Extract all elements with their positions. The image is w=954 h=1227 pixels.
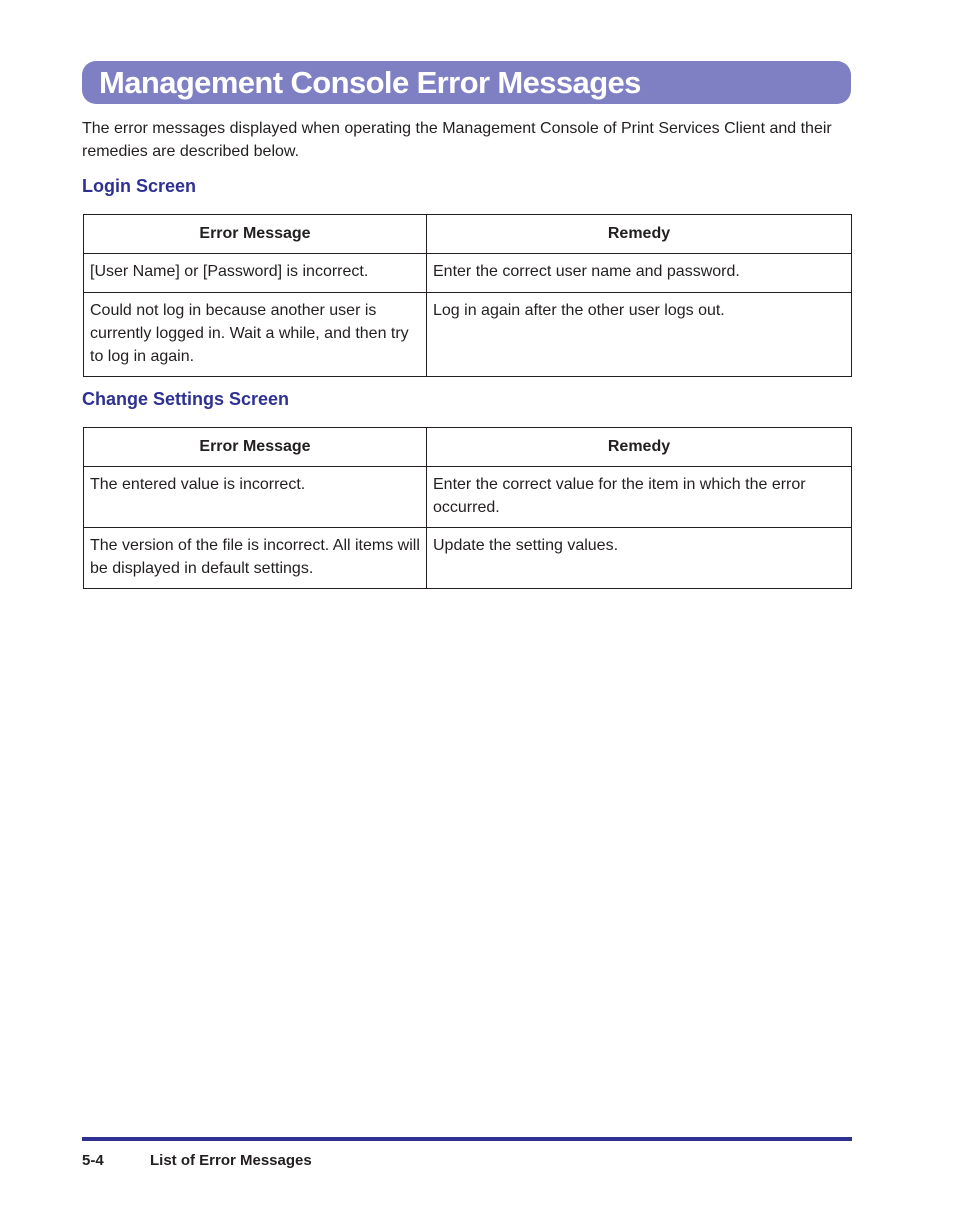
error-message-cell: The version of the file is incorrect. All items will be displayed in default settings. bbox=[84, 528, 427, 589]
change-settings-errors-table bbox=[83, 427, 852, 589]
error-message-cell: Could not log in because another user is currently logged in. Wait a while, and then try to log in again. bbox=[84, 293, 427, 377]
table-row bbox=[84, 528, 852, 589]
error-message-cell: The entered value is incorrect. bbox=[84, 467, 427, 528]
intro-paragraph: The error messages displayed when operating the Management Console of Print Services Client and their remedies are described below. bbox=[82, 120, 832, 160]
remedy-cell: Enter the correct value for the item in which the error occurred. bbox=[427, 467, 852, 528]
table-row bbox=[84, 293, 852, 377]
column-header-remedy: Remedy bbox=[427, 428, 852, 467]
footer-divider bbox=[82, 1137, 852, 1141]
column-header-error-message: Error Message bbox=[84, 215, 427, 254]
table-row bbox=[84, 254, 852, 293]
remedy-cell: Update the setting values. bbox=[427, 528, 852, 589]
table-row bbox=[84, 467, 852, 528]
table-header-row bbox=[84, 215, 852, 254]
login-errors-table bbox=[83, 214, 852, 377]
footer-chapter-title: List of Error Messages bbox=[150, 1152, 312, 1169]
remedy-cell: Enter the correct user name and password. bbox=[427, 254, 852, 293]
column-header-error-message: Error Message bbox=[84, 428, 427, 467]
page-number: 5-4 bbox=[82, 1152, 104, 1169]
section-heading-login: Login Screen bbox=[82, 176, 197, 196]
column-header-remedy: Remedy bbox=[427, 215, 852, 254]
section-heading-change-settings: Change Settings Screen bbox=[82, 389, 290, 409]
remedy-cell: Log in again after the other user logs out. bbox=[427, 293, 852, 377]
error-message-cell: [User Name] or [Password] is incorrect. bbox=[84, 254, 427, 293]
title-banner bbox=[82, 61, 851, 104]
page-title: Management Console Error Messages bbox=[99, 65, 641, 100]
table-header-row bbox=[84, 428, 852, 467]
